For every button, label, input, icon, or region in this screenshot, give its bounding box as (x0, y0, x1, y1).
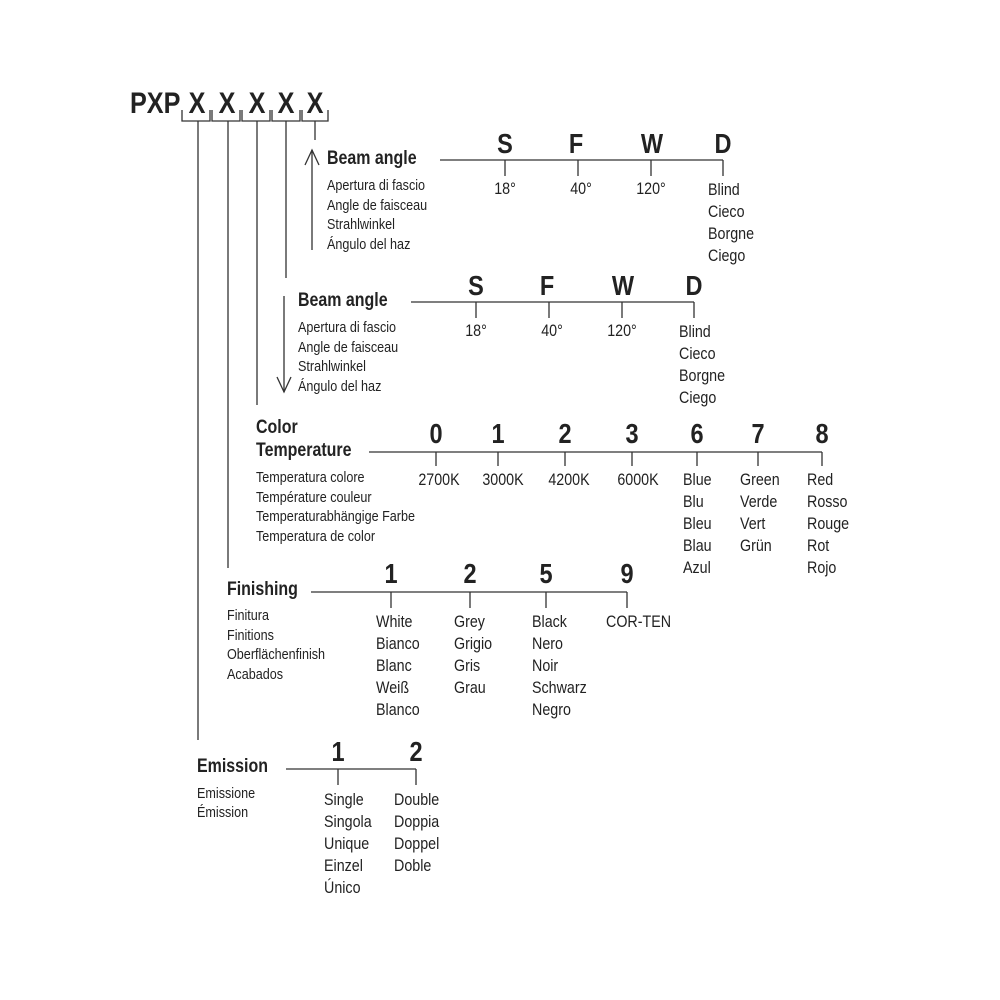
finishing-heading: Finishing (227, 579, 298, 600)
finishing-option-key: 2 (463, 558, 477, 589)
beam-angle-a-heading: Beam angle (327, 148, 417, 169)
beam-angle-a-translation: Strahlwinkel (327, 216, 395, 233)
beam-angle-b-option-value: Cieco (679, 344, 716, 363)
beam-angle-b-option-value: 120° (607, 321, 637, 340)
beam-angle-b-translation: Ángulo del haz (298, 378, 382, 395)
beam-angle-a-option-key: D (714, 128, 732, 159)
color-temperature-option-key: 3 (625, 418, 639, 449)
beam-angle-a-option-key: W (640, 128, 664, 159)
finishing-option-value: Weiß (376, 678, 410, 697)
beam-angle-a-option-value: 40° (570, 179, 592, 198)
color-temperature-translation: Température couleur (256, 489, 372, 506)
color-temperature-option-value: Green (740, 470, 780, 489)
color-temperature-option-value: 6000K (617, 470, 659, 489)
emission-option-value: Double (394, 790, 440, 809)
color-temperature-option-value: Rouge (807, 514, 850, 533)
color-temperature-option-value: Azul (683, 558, 711, 577)
beam-angle-b-option-key: W (611, 270, 635, 301)
color-temperature-option-key: 6 (690, 418, 704, 449)
color-temperature-heading-line2: Temperature (256, 440, 352, 461)
color-temperature-option-value: Red (807, 470, 834, 489)
color-temperature-option-key: 8 (815, 418, 829, 449)
beam-angle-a-option-key: S (497, 128, 513, 159)
beam-angle-b-option-key: S (468, 270, 484, 301)
code-slot-4: X (277, 87, 295, 120)
finishing-option-value: Grigio (454, 634, 493, 653)
color-temperature-option-value: 2700K (418, 470, 460, 489)
emission-option-value: Doble (394, 856, 432, 875)
finishing-translation: Oberflächenfinish (227, 646, 326, 663)
finishing-option-value: Blanc (376, 656, 412, 675)
color-temperature-translation: Temperaturabhängige Farbe (256, 508, 416, 525)
finishing-option-value: White (376, 612, 413, 631)
beam-angle-b-translation: Strahlwinkel (298, 358, 366, 375)
beam-angle-a-option-key: F (568, 128, 584, 159)
emission-option-value: Singola (324, 812, 372, 831)
emission-option-key: 1 (331, 736, 345, 767)
finishing-option-value: Gris (454, 656, 481, 675)
finishing-option-key: 9 (620, 558, 634, 589)
finishing-option-value: Negro (532, 700, 571, 719)
beam-angle-b-option-value: 18° (465, 321, 487, 340)
color-temperature-option-value: Grün (740, 536, 772, 555)
finishing-option-value: COR-TEN (606, 612, 672, 631)
finishing-option-value: Bianco (376, 634, 420, 653)
finishing-option-value: Blanco (376, 700, 420, 719)
color-temperature-option-key: 2 (558, 418, 572, 449)
finishing-option-value: Noir (532, 656, 559, 675)
beam-angle-b-option-key: D (685, 270, 703, 301)
color-temperature-option-value: Rot (807, 536, 830, 555)
finishing-option-value: Grey (454, 612, 485, 631)
color-temperature-option-value: Vert (740, 514, 766, 533)
finishing-option-key: 1 (384, 558, 398, 589)
beam-angle-b-translation: Angle de faisceau (298, 339, 399, 356)
color-temperature-translation: Temperatura colore (256, 469, 365, 486)
finishing-translation: Finitions (227, 627, 274, 644)
beam-angle-a-option-value: Cieco (708, 202, 745, 221)
finishing-option-key: 5 (539, 558, 553, 589)
color-temperature-option-value: 3000K (482, 470, 524, 489)
emission-translation: Émission (197, 804, 249, 821)
emission-option-value: Doppel (394, 834, 440, 853)
color-temperature-option-value: Verde (740, 492, 778, 511)
emission-option-value: Doppia (394, 812, 440, 831)
color-temperature-option-value: Bleu (683, 514, 712, 533)
beam-angle-a-translation: Ángulo del haz (327, 236, 411, 253)
code-slot-2: X (218, 87, 236, 120)
finishing-option-value: Nero (532, 634, 563, 653)
beam-angle-a-option-value: 120° (636, 179, 666, 198)
finishing-translation: Acabados (227, 666, 284, 683)
beam-angle-a-option-value: Blind (708, 180, 740, 199)
emission-heading: Emission (197, 756, 268, 777)
emission-translation: Emissione (197, 785, 256, 802)
color-temperature-option-key: 7 (751, 418, 765, 449)
beam-angle-a-option-value: 18° (494, 179, 516, 198)
beam-angle-b-translation: Apertura di fascio (298, 319, 397, 336)
color-temperature-option-value: Blau (683, 536, 712, 555)
beam-angle-b-option-value: Blind (679, 322, 711, 341)
code-slot-3: X (248, 87, 266, 120)
color-temperature-option-value: Blue (683, 470, 712, 489)
finishing-translation: Finitura (227, 607, 270, 624)
color-temperature-option-value: Blu (683, 492, 704, 511)
finishing-option-value: Schwarz (532, 678, 587, 697)
beam-angle-b-option-value: Ciego (679, 388, 717, 407)
finishing-option-value: Grau (454, 678, 486, 697)
code-slot-5: X (306, 87, 324, 120)
emission-option-value: Unique (324, 834, 370, 853)
beam-angle-b-option-value: Borgne (679, 366, 726, 385)
color-temperature-heading-line1: Color (256, 417, 298, 438)
code-prefix: PXP (130, 87, 181, 120)
beam-angle-b-option-key: F (539, 270, 555, 301)
color-temperature-option-key: 1 (491, 418, 505, 449)
color-temperature-option-value: Rojo (807, 558, 837, 577)
color-temperature-option-key: 0 (429, 418, 443, 449)
beam-angle-a-option-value: Borgne (708, 224, 755, 243)
finishing-option-value: Black (532, 612, 567, 631)
code-slot-1: X (188, 87, 206, 120)
emission-option-value: Single (324, 790, 364, 809)
color-temperature-option-value: Rosso (807, 492, 848, 511)
emission-option-key: 2 (409, 736, 423, 767)
beam-angle-b-option-value: 40° (541, 321, 563, 340)
color-temperature-option-value: 4200K (548, 470, 590, 489)
beam-angle-a-translation: Apertura di fascio (327, 177, 426, 194)
beam-angle-a-translation: Angle de faisceau (327, 197, 428, 214)
emission-option-value: Einzel (324, 856, 363, 875)
beam-angle-a-option-value: Ciego (708, 246, 746, 265)
beam-angle-b-heading: Beam angle (298, 290, 388, 311)
color-temperature-translation: Temperatura de color (256, 528, 376, 545)
emission-option-value: Único (324, 878, 361, 897)
